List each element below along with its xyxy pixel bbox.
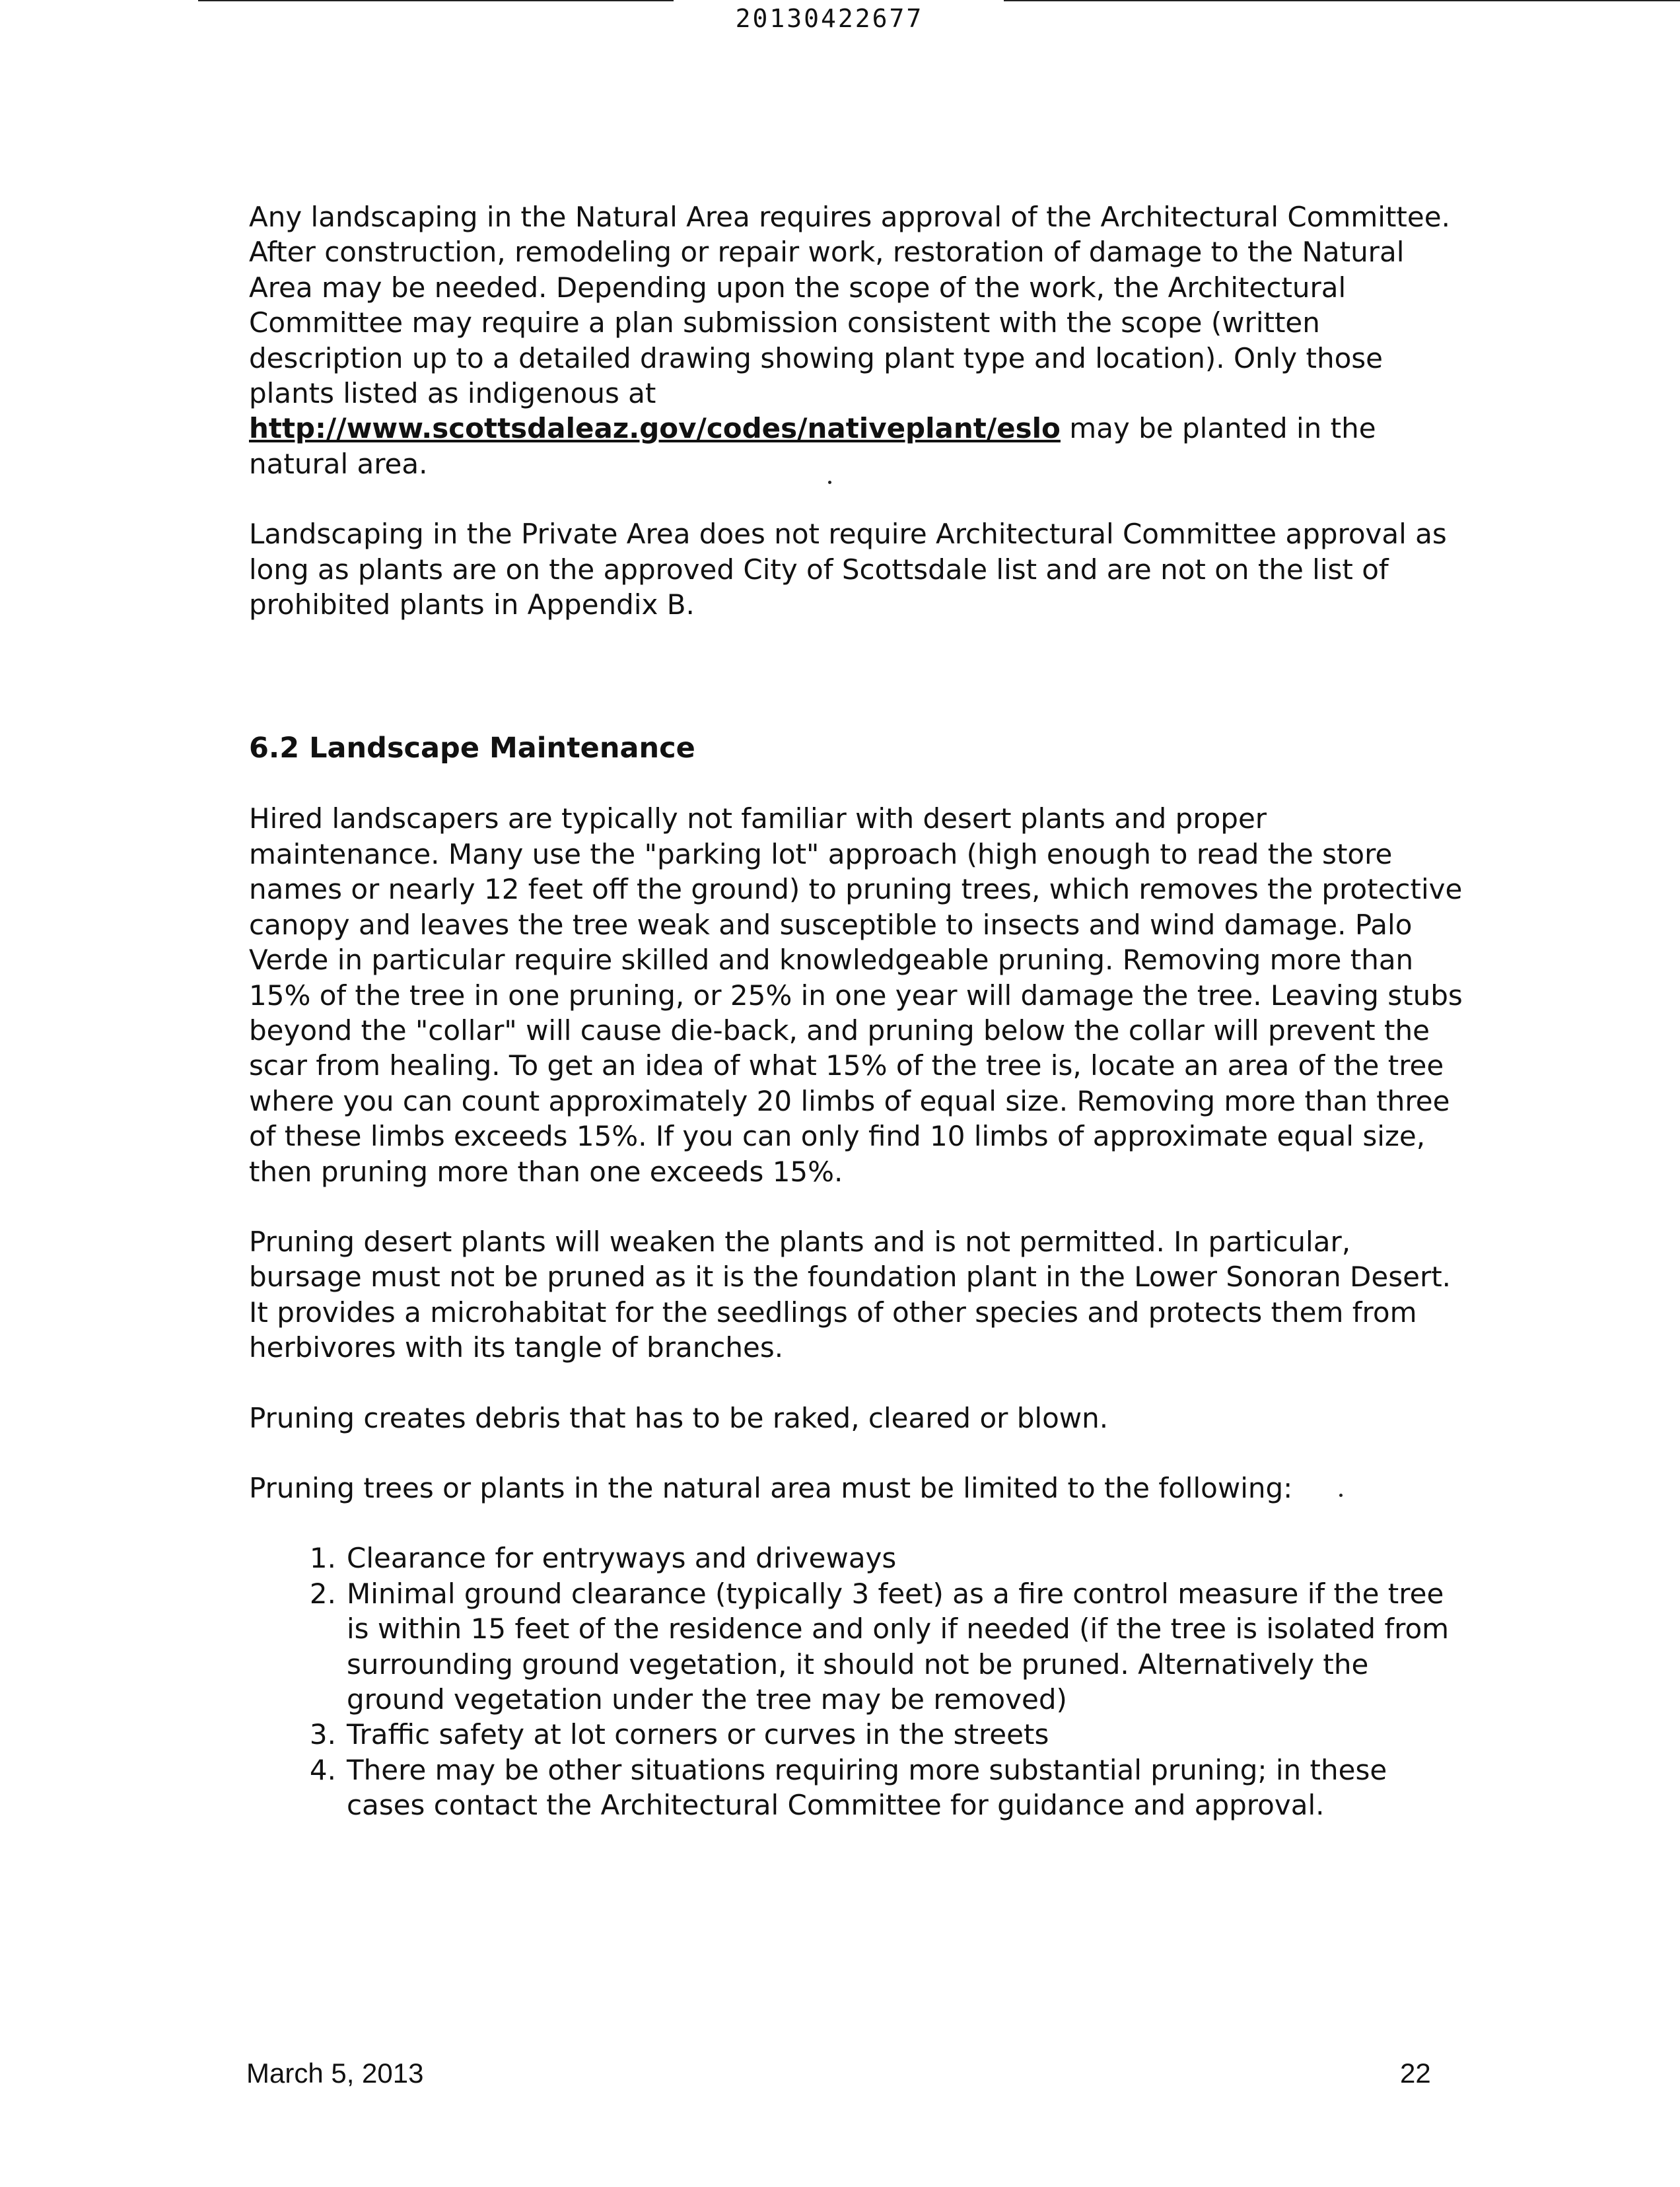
natural-area-paragraph (249, 199, 1464, 481)
pruning-limits-intro: Pruning trees or plants in the natural area must be limited to the following: (249, 1471, 1293, 1504)
document-body (249, 199, 1464, 1823)
list-item-text: Minimal ground clearance (typically 3 feet) as a fire control measure if the tree is within 15 feet of the residence and only if needed (if the tree is isolated from surrounding ground vegetation, it should not be pruned. Alternatively the ground vegetation under the tree may be removed) (347, 1577, 1450, 1716)
list-item (309, 1576, 1464, 1718)
list-item (309, 1753, 1464, 1823)
private-area-paragraph: Landscaping in the Private Area does not require Architectural Committee approval as long as plants are on the approved City of Scottsdale list and are not on the list of prohibited plants in Appendix B. (249, 518, 1447, 621)
natural-area-text-end: may be planted in the natural area. (249, 412, 1376, 480)
list-item-number: 3. (309, 1718, 336, 1751)
natural-area-text: Any landscaping in the Natural Area requires approval of the Architectural Committee. After construction, remodeling or repair work, restoration of damage to the Natural Area may be needed. Depending upon the scope of the work, the Architectural Committee may require a plan submission consistent with the scope (written description up to a detailed drawing showing plant type and location). Only those plants listed as indigenous at (249, 201, 1450, 410)
pruning-debris-paragraph: Pruning creates debris that has to be raked, cleared or blown. (249, 1401, 1109, 1434)
native-plant-list-link[interactable]: http://www.scottsdaleaz.gov/codes/nativeplant/eslo (249, 412, 1061, 445)
list-item-number: 2. (309, 1577, 336, 1610)
list-item-text: Clearance for entryways and driveways (347, 1542, 897, 1575)
list-item (309, 1541, 1464, 1576)
hired-landscapers-paragraph: Hired landscapers are typically not familiar with desert plants and proper maintenance. Many use the "parking lot" approach (high enough to read the store names or nearly 12 feet off the ground) to pruning trees, which removes the protective canopy and leaves the tree weak and susceptible to insects and wind damage. Palo Verde in particular require skilled and knowledgeable pruning. Removing more than 15% of the tree in one pruning, or 25% in one year will damage the tree. Leaving stubs beyond the "collar" will cause die-back, and pruning below the collar will prevent the scar from healing. To get an idea of what 15% of the tree is, locate an area of the tree where you can count approximately 20 limbs of equal size. Removing more than three of these limbs exceeds 15%. If you can only find 10 limbs of approximate equal size, then pruning more than one exceeds 15%. (249, 802, 1463, 1188)
recording-number: 20130422677 (735, 4, 924, 33)
scan-speck (1339, 1494, 1343, 1497)
page-number: 22 (1400, 2058, 1431, 2089)
list-item (309, 1717, 1464, 1752)
pruning-limits-list (249, 1541, 1464, 1822)
list-item-text: There may be other situations requiring more substantial pruning; in these cases contact the Architectural Committee for guidance and approval. (347, 1753, 1387, 1822)
section-heading: 6.2 Landscape Maintenance (249, 732, 695, 765)
list-item-number: 4. (309, 1753, 336, 1786)
list-item-text: Traffic safety at lot corners or curves in the streets (347, 1718, 1049, 1751)
footer-date: March 5, 2013 (246, 2058, 424, 2089)
scan-speck (828, 481, 831, 484)
pruning-desert-plants-paragraph: Pruning desert plants will weaken the plants and is not permitted. In particular, bursage must not be pruned as it is the foundation plant in the Lower Sonoran Desert. It provides a microhabitat for the seedlings of other species and protects them from herbivores with its tangle of branches. (249, 1225, 1452, 1364)
list-item-number: 1. (309, 1542, 336, 1575)
